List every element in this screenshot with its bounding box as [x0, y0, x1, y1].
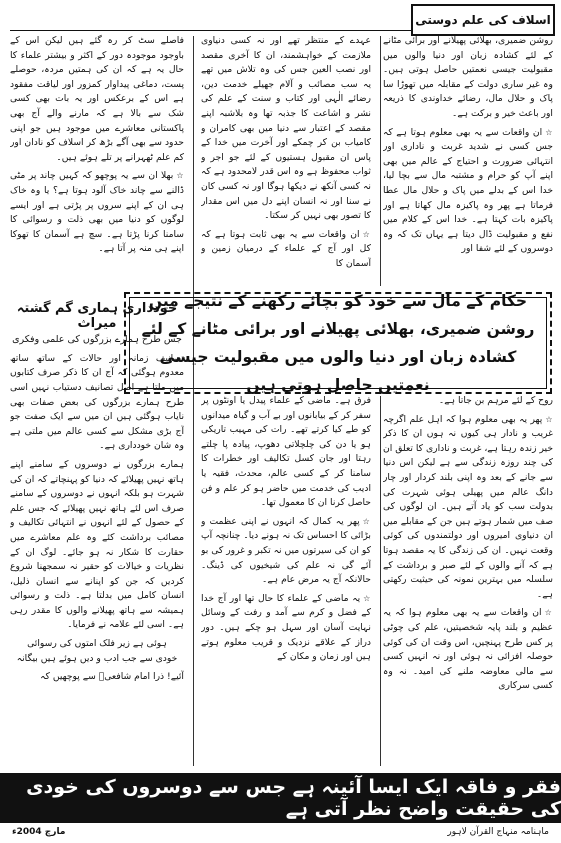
- star-icon: ☆: [362, 229, 371, 239]
- header-rule: [10, 30, 411, 31]
- pull-quote-box: [124, 292, 552, 394]
- paragraph: ☆پھر یہ بھی معلوم ہوا کہ اہل علم اگرچہ غریب و نادار ہی کیوں نہ ہوں ان کا ذکر خیر زندہ رہتا ہے، غربت و ناداری کا تعلق ان کی چند روزہ زندگی سے ہے لیکن اس دنیا سے جانے کے بعد وہ اپنی بلند کردار اور چار دانگ عالم میں پھیلی ہوئی شہرت کی بدولت سب کو یاد آتے ہیں۔ ان لوگوں کی صف میں شمار ہوتے ہیں جن کے مقابلے میں ان دنیاوی امیروں اور دولتمندوں کی کوئی وقعت نہیں۔ ان کی زندگی کا یہ مقصد ہوتا ہے کہ آنے والوں کے لئے صبر و برداشت کے سلسلہ میں بہترین نمونہ کی حیثیت رکھتی ہے۔: [383, 413, 553, 600]
- paragraph: روح کے لئے مرہم بن جاتا ہے۔: [438, 395, 553, 406]
- paragraph: ☆پھر یہ کمال کہ انہوں نے اپنی عظمت و بڑائی کا احساس تک نہ ہونے دیا۔ چنانچہ آپ کو ان کی سیرتوں میں نہ تکبر و غرور کی بو آئے گی نہ علم کی شیخیوں کی ڈینگ۔ حالانکہ آج یہ مرض عام ہے۔: [201, 515, 371, 586]
- paragraph: عہدے کے منتظر تھے اور نہ کسی دنیاوی ملازمت کے خواہشمند، ان کا آخری مقصد اور نصب العین جس کی وہ تلاش میں تھے یہ سب مصائب و آلام جھیلے خدمت دین، رضائے الٰہی اور کتاب و سنت کے علم کی نشر و اشاعت کا جذبہ تھا وہ بلاشبہ اپنے مقصد کے اعتبار سے دنیا میں بھی کامران و کامیاب بن کر چمکے اور آخرت میں خدا کے پاس ان مقبول ہستیوں کے لئے جو اجر و ثواب محفوظ ہے وہ اس قدر لامحدود ہے کہ نہ کسی آنکھ نے دیکھا ہوگا اور نہ کسی کان نے سنا اور نہ انسان اپنے دل میں اس مقدار کا تصور بھی نہیں کر سکتا۔: [201, 35, 371, 222]
- column-middle-top: [201, 34, 371, 284]
- star-icon: ☆: [362, 516, 371, 526]
- column-middle-bottom: [201, 394, 371, 766]
- poetry-line: خودی سے جب ادب و دیں ہوئے ہیں بیگانہ: [16, 652, 178, 664]
- column-right-bottom: [383, 394, 553, 766]
- paragraph: ☆بھلا ان سے یہ پوچھو کہ کہیں چاند پر مٹی ڈالنے سے چاند خاک آلود ہوتا ہے؟ یا وہ خاک ہی ان کے اپنے سروں پر پڑتی ہے اور ایسے لوگوں کو دنیا میں بھی ذلت و رسوائی کا سامنا کرنا پڑتا ہے۔ سچ ہے آسمان کا تھوکا اپنے ہی منہ پر آتا ہے۔: [10, 170, 184, 255]
- star-icon: ☆: [545, 127, 553, 137]
- paragraph: ☆ان واقعات سے یہ بھی معلوم ہوتا ہے کہ جس کسی نے شدید غربت و ناداری اور انتہائی ضرورت و احتیاج کے عالم میں بھی اپنے آپ کو حرام و مشتبہ مال سے بچا لیا، خدا اس کے بدلے میں پاک و حلال مال عطا فرماتا ہے پھر وہ پاکیزہ مال کھاتا ہے اور پاکیزہ بات کہتا ہے۔ خدا اس کے کلام میں نفع و مقبولیت ڈال دیتا ہے یہاں تک کہ وہ دوسروں کے لئے شفا اور: [383, 126, 553, 255]
- star-icon: ☆: [544, 608, 553, 618]
- footer-issue-date: مارچ 2004ء: [12, 827, 66, 837]
- page-header-title: اسلاف کی علم دوستی: [411, 4, 555, 36]
- star-icon: ☆: [176, 171, 184, 181]
- star-icon: ☆: [545, 414, 553, 424]
- section-subheading: جس طرح ہمارے بزرگوں کی علمی وفکری: [12, 334, 182, 346]
- quote-banner: [0, 773, 561, 823]
- banner-text: فقر و فاقہ ایک ایسا آئینہ ہے جس سے دوسروں کی خودی کی حقیقت واضح نظر آتی ہے: [26, 776, 561, 820]
- column-divider: [193, 36, 194, 766]
- paragraph: ☆ان واقعات سے یہ بھی معلوم ہوا کہ یہ عظیم و بلند پایہ شخصیتیں، علم کی چوٹی پر کس طرح پہنچیں، اس وقت ان کی کوئی حوصلہ افزائی نہ ہوئی اور نہ انہیں کسی سے مالی معاوضہ ملنے کی امید۔ نہ وہ کسی سرکاری: [383, 607, 553, 692]
- poetry-line: ہوئی ہے زیر فلک امتوں کی رسوائی: [27, 638, 167, 650]
- paragraph: ☆ان واقعات سے یہ بھی ثابت ہوتا ہے کہ کل اور آج کے علماء کے درمیان زمین و آسمان کا: [201, 228, 371, 269]
- footer-magazine-name: ماہنامہ منہاج القرآن لاہور: [447, 827, 549, 837]
- paragraph: ☆یہ ماضی کے علماء کا حال تھا اور آج خدا کے فضل و کرم سے آمد و رفت کے وسائل نہایت آسان اور سہل ہو چکے ہیں۔ دور دراز کے علاقے نزدیک و قریب معلوم ہوتے ہیں اور زمان و مکان کے: [201, 592, 371, 663]
- paragraph: فرق ہے۔ ماضی کے علماء پیدل یا اونٹوں پر سفر کر کے بیابانوں اور بے آب و گیاہ میدانوں کو طے کیا کرتے تھے۔ رات کی مہیب تاریکی ہو یا دن کی چلچلاتی دھوپ، پیادہ پا چلتے رہتا اور جان کسل تکالیف اور خطرات کا سامنا کر کے کسی عالم، محدث، فقیہ یا ادیب کی خدمت میں حاضر ہو کر علم و فن حاصل کرنا ان کا معمول تھا۔: [201, 395, 371, 509]
- star-icon: ☆: [363, 593, 371, 603]
- pull-quote-text: حکام کے مال سے خود کو بچائے رکھنے کے نتیجے میں روشن ضمیری، بھلائی پھیلانے اور برائی مٹانے کے لئے کشادہ زبان اور دنیا والوں میں مقبولیت جیسی نعمتیں حاصل ہوتی ہیں: [141, 292, 535, 394]
- column-divider: [380, 36, 381, 286]
- column-left-top: [10, 34, 184, 300]
- paragraph: روشن ضمیری، بھلائی پھیلانے اور برائی مٹانے کے لئے کشادہ زبان اور دنیا والوں میں مقبولیت جیسی نعمتیں حاصل ہوتی ہیں۔ وہ غیر ساری دولت کے مقابلہ میں تھوڑا سا پاک و حلال مال، رضائے خداوندی کا ذریعہ اور باعث خیر و برکت ہے۔: [383, 35, 553, 119]
- paragraph: ہمارے بزرگوں نے دوسروں کے سامنے اپنے ہاتھ نہیں پھیلائے کہ دنیا کو پہنچاتے کہ ان کی شہرت ہو بلکہ انہوں نے دوسروں کے سامنے صرف اس لئے ہاتھ نہیں پھیلائے کہ جس علم کے حصول کے لئے انہوں نے انتہائی تکالیف و مصائب برداشت کئے وہ علم معاشرے میں حقارت کا شکار نہ ہو جائے۔ لوگ ان کے نظریات و خیالات کو حقیر نہ سمجھنا شروع کردیں کہ جن کو اپنانے سے انسان ذلیل، انسان کامل میں بدلتا ہے۔ ذلت و رسوائی ہمیشہ سے ہاتھ پھیلانے والوں کا مقدر رہی ہے۔ اسی لئے علامہ نے فرمایا۔: [10, 458, 184, 631]
- column-right-top: [383, 34, 553, 284]
- paragraph: تصانیف زمانہ اور حالات کے ساتھ ساتھ معدوم ہوگئی کہ آج ان کا ذکر صرف کتابوں میں ملتا ہے اصل تصانیف دستیاب نہیں اسی طرح ہمارے بزرگوں کی بعض صفات بھی نایاب ہوگئی ہیں ان میں سے ایک صفت جو آج بڑی مشکل سے کسی عالم میں ملتی ہے وہ شان خودداری ہے۔: [10, 352, 184, 452]
- column-divider: [380, 396, 381, 766]
- paragraph: آئیے! ذرا امام شافعیؒ سے پوچھیں کہ: [40, 671, 184, 683]
- section-heading: خودداری ہماری گم گشتہ میراث: [16, 301, 178, 331]
- paragraph: فاصلے سٹ کر رہ گئے ہیں لیکن اس کے باوجود موجودہ دور کے اکثر و بیشتر علماء کا حال یہ ہے کہ ان کی ہمتیں مردہ، حوصلے پست، دماغی پیداوار کمزور اور لیاقت مفقود ہے اس کے برعکس اور یہ بات بھی کسی شک سے بالا ہے کہ مارنے والے آج بھی پاکستانی معاشرے میں موجود ہیں جو اپنی حدود سے بھی آگے بڑھ کر اسلاف کو نادان اور کم علم ٹھہرانے پر تلے ہوئے ہیں۔: [10, 35, 184, 163]
